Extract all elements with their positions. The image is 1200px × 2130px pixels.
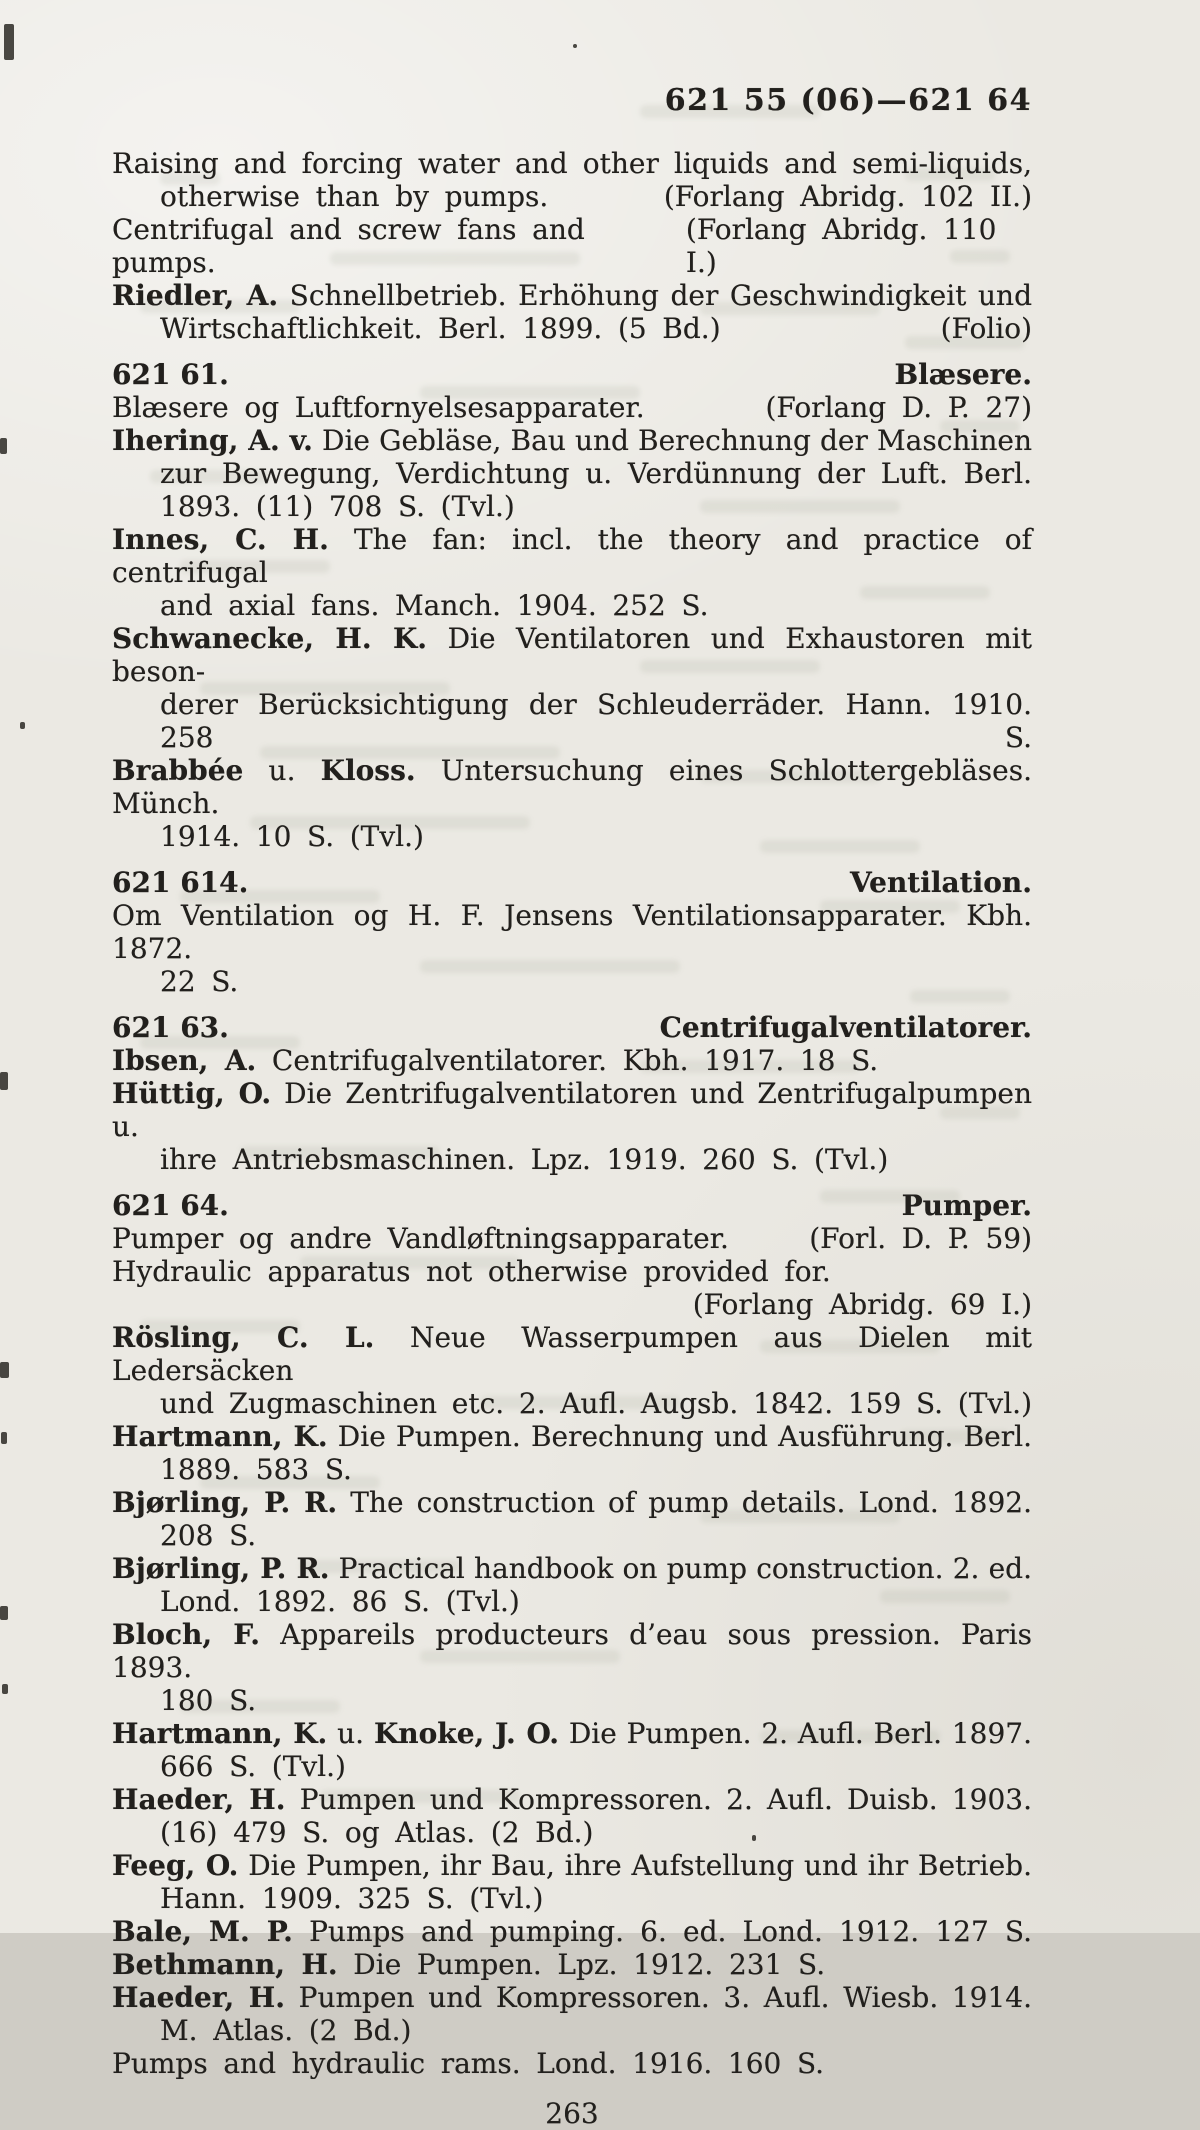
section-title: Blæsere. [894,358,1032,391]
entry-left [160,688,1032,754]
scan-mark [4,24,14,60]
entry-list [112,147,1032,2080]
entry-line [112,1552,1032,1585]
entry-text: u. [243,754,321,787]
entry-line [112,965,1032,998]
entry-text: 666 S. (Tvl.) [160,1750,346,1783]
entry-text: Pumps and hydraulic rams. Lond. 1916. 160 S. [112,2047,825,2080]
entry-left [112,1222,729,1255]
entry-line [112,1915,1032,1948]
entry-left [160,1519,256,1552]
entry-text: 1893. (11) 708 S. (Tvl.) [160,490,515,523]
entry-line [112,1486,1032,1519]
entry-text: Pumps and pumping. 6. ed. Lond. 1912. 127 S. [292,1915,1032,1948]
scan-mark [20,722,25,729]
entry-left [160,2014,411,2047]
entry-line [112,1948,1032,1981]
entry-text: Die Pumpen. Lpz. 1912. 231 S. [337,1948,826,1981]
entry-line [112,1288,1032,1321]
entry-line [112,1143,1032,1176]
author-name: Kloss. [320,754,416,787]
entry-left [112,279,1032,312]
author-name: Hartmann, K. [112,1717,328,1750]
entry-left [160,589,709,622]
entry-text: Schnellbetrieb. Erhöhung der Geschwindigkeit und [278,279,1032,312]
author-name: Knoke, J. O. [373,1717,559,1750]
entry-left [112,147,1032,180]
entry-left [112,391,645,424]
entry-left [112,1849,1032,1882]
author-name: Riedler, A. [112,279,279,312]
entry-left [160,312,721,345]
entry-left [112,1077,1032,1143]
author-name: Ibsen, A. [112,1044,257,1077]
scan-mark [1,1432,7,1444]
entry-left [160,820,424,853]
entry-text: Wirtschaftlichkeit. Berl. 1899. (5 Bd.) [160,312,721,345]
entry-line [112,457,1032,490]
entry-line [112,1783,1032,1816]
entry-text: Die Gebläse, Bau und Berechnung der Maschinen [312,424,1032,457]
entry-line [112,1717,1032,1750]
entry-ref: (Forlang D. P. 27) [765,391,1032,424]
entry-text: Pumper og andre Vandløftningsapparater. [112,1222,729,1255]
author-name: Bloch, F. [112,1618,261,1651]
section-title: Pumper. [901,1189,1032,1222]
entry-text: Hann. 1909. 325 S. (Tvl.) [160,1882,544,1915]
entry-line [112,1981,1032,2014]
author-name: Haeder, H. [112,1981,285,2014]
scan-mark [2,1684,8,1694]
entry-line [112,820,1032,853]
author-name: Brabbée [112,754,244,787]
entry-text: Die Pumpen. Berechnung und Ausführung. Berl. [327,1420,1032,1453]
section-heading [112,866,1032,899]
entry-left [112,899,1032,965]
author-name: Haeder, H. [112,1783,286,1816]
entry-left [160,1387,1032,1420]
author-name: 621 64. [112,1189,229,1222]
entry-line [112,1618,1032,1684]
entry-line [112,2014,1032,2047]
entry-line [112,1849,1032,1882]
entry-line [112,213,1032,279]
entry-line [112,1585,1032,1618]
author-name: Hartmann, K. [112,1420,328,1453]
entry-text: The fan: incl. the theory and practice of centrifugal [112,523,1032,589]
author-name: Hüttig, O. [112,1077,272,1110]
entry-line [112,1750,1032,1783]
entry-text: Lond. 1892. 86 S. (Tvl.) [160,1585,520,1618]
entry-left [160,1453,352,1486]
entry-left [160,1882,543,1915]
entry-text: Appareils producteurs d’eau sous pression. Paris 1893. [112,1618,1032,1684]
section-number [112,1189,229,1222]
author-name: Feeg, O. [112,1849,239,1882]
scan-mark [0,438,7,454]
entry-line [112,523,1032,589]
section-heading [112,1189,1032,1222]
entry-text: Om Ventilation og H. F. Jensens Ventilationsapparater. Kbh. 1872. [112,899,1032,965]
entry-left [160,1816,593,1849]
entry-left [112,1783,1032,1816]
section-number [112,358,229,391]
entry-text: (Forlang Abridg. 69 I.) [692,1288,1032,1321]
entry-text: Die Pumpen, ihr Bau, ihre Aufstellung und ihr Betrieb. [238,1849,1032,1882]
entry-line [112,180,1032,213]
entry-text: Practical handbook on pump construction. 2. ed. [329,1552,1032,1585]
entry-line [112,589,1032,622]
author-name: Ihering, A. v. [112,424,313,457]
entry-line [112,1255,1032,1288]
entry-left [693,1288,1032,1321]
entry-line [112,754,1032,820]
author-name: Bjørling, P. R. [112,1486,338,1519]
entry-text: Pumpen und Kompressoren. 2. Aufl. Duisb. 1903. [285,1783,1033,1816]
entry-text: Centrifugalventilatorer. Kbh. 1917. 18 S. [256,1044,879,1077]
entry-ref: (Forl. D. P. 59) [809,1222,1032,1255]
entry-left [160,457,1032,490]
author-name: 621 614. [112,866,249,899]
entry-text: M. Atlas. (2 Bd.) [160,2014,412,2047]
entry-line [112,1816,1032,1849]
entry-left [112,1486,1032,1519]
entry-text: 1889. 583 S. [160,1453,352,1486]
entry-left [112,213,686,279]
entry-left [112,1420,1032,1453]
entry-text: 22 S. [160,965,239,998]
entry-left [160,1585,520,1618]
entry-line [112,622,1032,688]
entry-line [112,1077,1032,1143]
entry-text: Die Pumpen. 2. Aufl. Berl. 1897. [558,1717,1032,1750]
entry-text: (16) 479 S. og Atlas. (2 Bd.) [160,1816,594,1849]
entry-left [160,1143,888,1176]
entry-line [112,312,1032,345]
entry-line [112,391,1032,424]
entry-line [112,424,1032,457]
scan-mark [0,1072,8,1090]
entry-text: Die Ventilatoren und Exhaustoren mit beson- [112,622,1032,688]
entry-left [112,754,1032,820]
entry-left [112,1948,825,1981]
entry-text: und Zugmaschinen etc. 2. Aufl. Augsb. 1842. 159 S. (Tvl.) [160,1387,1032,1420]
entry-left [112,1717,1032,1750]
section-heading [112,358,1032,391]
entry-left [160,490,515,523]
entry-line [112,2047,1032,2080]
entry-line [112,1321,1032,1387]
entry-line [112,1387,1032,1420]
entry-left [112,1915,1032,1948]
entry-left [112,424,1032,457]
entry-left [112,2047,824,2080]
author-name: Bale, M. P. [112,1915,293,1948]
entry-left [112,1255,831,1288]
entry-text: zur Bewegung, Verdichtung u. Verdünnung der Luft. Berl. [160,457,1032,490]
scan-mark [0,1606,8,1620]
entry-text: 180 S. [160,1684,257,1717]
entry-text: Untersuchung eines Schlottergebläses. Münch. [112,754,1033,820]
author-name: Rösling, C. L. [112,1321,375,1354]
entry-line [112,1222,1032,1255]
entry-ref: (Folio) [940,312,1032,345]
entry-left [112,523,1032,589]
entry-line [112,1420,1032,1453]
section-title: Ventilation. [849,866,1032,899]
entry-line [112,147,1032,180]
entry-left [160,965,238,998]
section-number [112,866,248,899]
page-number: 263 [545,2097,599,2130]
author-name: Innes, C. H. [112,523,329,556]
entry-line [112,688,1032,754]
entry-left [112,1552,1032,1585]
section-number [112,1011,229,1044]
entry-text: Neue Wasserpumpen aus Dielen mit Ledersäcken [112,1321,1032,1387]
entry-text: Centrifugal and screw fans and pumps. [112,213,585,279]
scan-mark [0,1362,9,1378]
entry-ref: (Forlang Abridg. 110 I.) [685,213,997,279]
entry-text: 208 S. [160,1519,257,1552]
author-name: 621 63. [112,1011,229,1044]
running-head: 621 55 (06)—621 64 [664,83,1032,118]
section-heading [112,1011,1032,1044]
entry-left [160,1750,346,1783]
entry-line [112,1684,1032,1717]
entry-text: The construction of pump details. Lond. 1892. [337,1486,1032,1519]
entry-text: ihre Antriebsmaschinen. Lpz. 1919. 260 S. (Tvl.) [160,1143,889,1176]
entry-text: Hydraulic apparatus not otherwise provided for. [112,1255,831,1288]
entry-left [112,622,1032,688]
entry-left [160,180,548,213]
scan-mark [573,44,577,48]
entry-text: u. [327,1717,374,1750]
entry-text: Blæsere og Luftfornyelsesapparater. [112,391,645,424]
entry-line [112,1044,1032,1077]
entry-text: and axial fans. Manch. 1904. 252 S. [160,589,709,622]
entry-left [160,1684,256,1717]
entry-text: Raising and forcing water and other liquids and semi-liquids, [112,147,1032,180]
entry-line [112,279,1032,312]
entry-line [112,899,1032,965]
entry-text: Pumpen und Kompressoren. 3. Aufl. Wiesb. 1914. [284,1981,1033,2014]
author-name: Bjørling, P. R. [112,1552,330,1585]
entry-ref: (Forlang Abridg. 102 II.) [663,180,1032,213]
author-name: Bethmann, H. [112,1948,338,1981]
entry-line [112,1453,1032,1486]
entry-line [112,1519,1032,1552]
entry-text: derer Berücksichtigung der Schleuderräder. Hann. 1910. 258 S. [160,688,1032,754]
author-name: 621 61. [112,358,229,391]
entry-left [112,1321,1032,1387]
section-title: Centrifugalventilatorer. [659,1011,1032,1044]
entry-text: otherwise than by pumps. [160,180,549,213]
entry-left [112,1981,1032,2014]
entry-text: Die Zentrifugalventilatoren und Zentrifugalpumpen u. [112,1077,1033,1143]
text-column [112,84,1032,2130]
author-name: Schwanecke, H. K. [112,622,428,655]
entry-left [112,1618,1032,1684]
entry-line [112,1882,1032,1915]
entry-left [112,1044,878,1077]
entry-line [112,490,1032,523]
entry-text: 1914. 10 S. (Tvl.) [160,820,424,853]
